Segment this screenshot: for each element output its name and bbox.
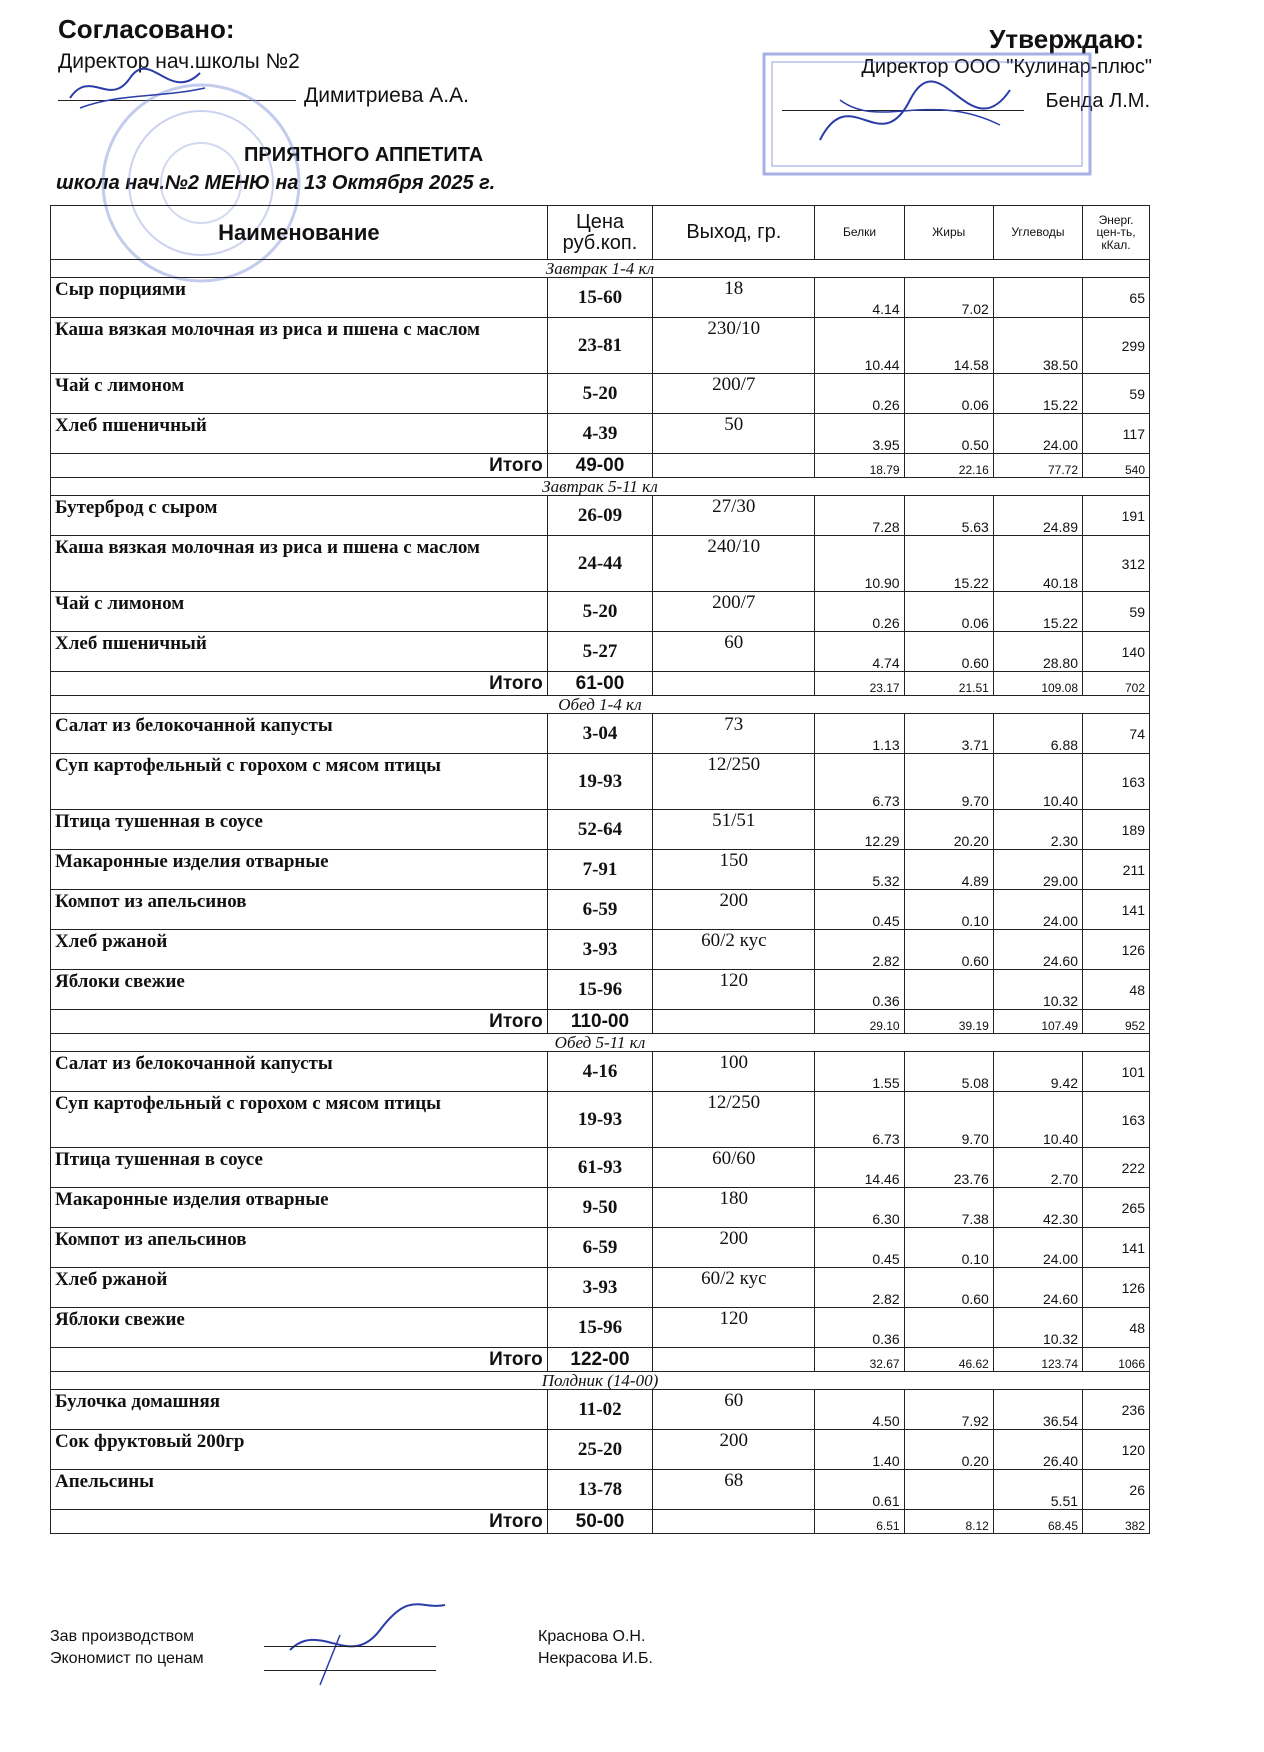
dish-carbs: 15.22 xyxy=(993,592,1082,632)
footer-name-economist: Некрасова И.Б. xyxy=(538,1650,653,1667)
dish-carbs: 24.00 xyxy=(993,414,1082,454)
dish-name: Яблоки свежие xyxy=(51,970,548,1010)
dish-carbs: 10.40 xyxy=(993,754,1082,810)
total-kcal: 702 xyxy=(1083,672,1150,696)
dish-yield: 120 xyxy=(653,970,815,1010)
table-row xyxy=(51,374,1150,414)
section-title: Завтрак 1-4 кл xyxy=(51,260,1150,278)
total-fat: 21.51 xyxy=(904,672,993,696)
dish-fat: 0.06 xyxy=(904,592,993,632)
dish-yield: 51/51 xyxy=(653,810,815,850)
col-fat-header: Жиры xyxy=(904,206,993,260)
col-protein-header: Белки xyxy=(815,206,904,260)
dish-price: 25-20 xyxy=(547,1430,652,1470)
dish-name: Компот из апельсинов xyxy=(51,890,548,930)
dish-fat: 0.10 xyxy=(904,1228,993,1268)
dish-kcal: 48 xyxy=(1083,1308,1150,1348)
dish-carbs: 2.70 xyxy=(993,1148,1082,1188)
table-row xyxy=(51,1148,1150,1188)
dish-kcal: 117 xyxy=(1083,414,1150,454)
footer-signature-line xyxy=(264,1670,436,1671)
total-row xyxy=(51,1510,1150,1534)
dish-fat: 0.60 xyxy=(904,930,993,970)
confirm-title: Утверждаю: xyxy=(989,24,1144,54)
dish-carbs: 38.50 xyxy=(993,318,1082,374)
dish-name: Яблоки свежие xyxy=(51,1308,548,1348)
dish-name: Хлеб ржаной xyxy=(51,1268,548,1308)
dish-protein: 0.36 xyxy=(815,970,904,1010)
menu-body xyxy=(51,260,1150,1534)
dish-carbs: 10.40 xyxy=(993,1092,1082,1148)
confirm-signature-line xyxy=(782,110,1024,111)
dish-carbs: 6.88 xyxy=(993,714,1082,754)
greeting: ПРИЯТНОГО АППЕТИТА xyxy=(244,144,484,166)
dish-price: 15-96 xyxy=(547,1308,652,1348)
dish-name: Макаронные изделия отварные xyxy=(51,1188,548,1228)
total-row xyxy=(51,1348,1150,1372)
dish-fat: 5.08 xyxy=(904,1052,993,1092)
total-price: 49-00 xyxy=(547,454,652,478)
table-row xyxy=(51,278,1150,318)
dish-fat: 0.10 xyxy=(904,890,993,930)
dish-yield: 120 xyxy=(653,1308,815,1348)
dish-fat: 0.60 xyxy=(904,632,993,672)
dish-protein: 1.40 xyxy=(815,1430,904,1470)
total-protein: 6.51 xyxy=(815,1510,904,1534)
total-carbs: 68.45 xyxy=(993,1510,1082,1534)
dish-name: Хлеб пшеничный xyxy=(51,632,548,672)
total-yield-empty xyxy=(653,1510,815,1534)
dish-protein: 7.28 xyxy=(815,496,904,536)
total-fat: 8.12 xyxy=(904,1510,993,1534)
dish-kcal: 163 xyxy=(1083,1092,1150,1148)
dish-fat: 14.58 xyxy=(904,318,993,374)
section-title: Полдник (14-00) xyxy=(51,1372,1150,1390)
table-row xyxy=(51,414,1150,454)
footer-role-economist: Экономист по ценам xyxy=(50,1650,204,1667)
dish-kcal: 163 xyxy=(1083,754,1150,810)
total-carbs: 107.49 xyxy=(993,1010,1082,1034)
dish-fat: 7.92 xyxy=(904,1390,993,1430)
dish-price: 13-78 xyxy=(547,1470,652,1510)
dish-price: 23-81 xyxy=(547,318,652,374)
dish-fat: 9.70 xyxy=(904,1092,993,1148)
total-protein: 32.67 xyxy=(815,1348,904,1372)
dish-protein: 10.44 xyxy=(815,318,904,374)
dish-fat xyxy=(904,970,993,1010)
dish-price: 15-96 xyxy=(547,970,652,1010)
dish-price: 4-39 xyxy=(547,414,652,454)
dish-carbs: 42.30 xyxy=(993,1188,1082,1228)
dish-yield: 50 xyxy=(653,414,815,454)
dish-fat: 20.20 xyxy=(904,810,993,850)
dish-protein: 2.82 xyxy=(815,930,904,970)
section-row xyxy=(51,696,1150,714)
dish-protein: 0.45 xyxy=(815,890,904,930)
approved-name: Димитриева А.А. xyxy=(304,84,469,107)
col-carbs-header: Углеводы xyxy=(993,206,1082,260)
total-label: Итого xyxy=(51,672,548,696)
table-header-row xyxy=(51,206,1150,260)
dish-price: 24-44 xyxy=(547,536,652,592)
total-kcal: 1066 xyxy=(1083,1348,1150,1372)
footer-signature-line xyxy=(264,1646,436,1647)
dish-fat: 7.02 xyxy=(904,278,993,318)
dish-fat xyxy=(904,1470,993,1510)
dish-price: 6-59 xyxy=(547,890,652,930)
dish-yield: 240/10 xyxy=(653,536,815,592)
dish-name: Каша вязкая молочная из риса и пшена с маслом xyxy=(51,536,548,592)
table-row xyxy=(51,890,1150,930)
dish-carbs: 24.60 xyxy=(993,930,1082,970)
dish-yield: 200 xyxy=(653,1228,815,1268)
dish-carbs: 10.32 xyxy=(993,970,1082,1010)
table-row xyxy=(51,970,1150,1010)
dish-kcal: 265 xyxy=(1083,1188,1150,1228)
dish-kcal: 141 xyxy=(1083,890,1150,930)
dish-yield: 27/30 xyxy=(653,496,815,536)
section-row xyxy=(51,1372,1150,1390)
dish-protein: 4.14 xyxy=(815,278,904,318)
dish-protein: 14.46 xyxy=(815,1148,904,1188)
dish-carbs: 24.00 xyxy=(993,1228,1082,1268)
dish-price: 3-93 xyxy=(547,930,652,970)
dish-fat: 5.63 xyxy=(904,496,993,536)
dish-price: 3-04 xyxy=(547,714,652,754)
total-label: Итого xyxy=(51,1510,548,1534)
total-label: Итого xyxy=(51,1010,548,1034)
total-price: 61-00 xyxy=(547,672,652,696)
dish-protein: 0.36 xyxy=(815,1308,904,1348)
dish-name: Булочка домашняя xyxy=(51,1390,548,1430)
dish-yield: 200 xyxy=(653,1430,815,1470)
dish-yield: 200/7 xyxy=(653,592,815,632)
dish-protein: 0.26 xyxy=(815,592,904,632)
dish-name: Бутерброд с сыром xyxy=(51,496,548,536)
table-row xyxy=(51,496,1150,536)
dish-fat: 0.20 xyxy=(904,1430,993,1470)
section-title: Обед 1-4 кл xyxy=(51,696,1150,714)
total-label: Итого xyxy=(51,454,548,478)
dish-protein: 10.90 xyxy=(815,536,904,592)
dish-name: Птица тушенная в соусе xyxy=(51,810,548,850)
dish-carbs: 9.42 xyxy=(993,1052,1082,1092)
menu-table xyxy=(50,205,1150,1534)
total-carbs: 77.72 xyxy=(993,454,1082,478)
dish-protein: 6.73 xyxy=(815,754,904,810)
col-yield-header: Выход, гр. xyxy=(653,206,815,260)
dish-yield: 230/10 xyxy=(653,318,815,374)
table-row xyxy=(51,632,1150,672)
col-price-header: Цена руб.коп. xyxy=(547,206,652,260)
table-row xyxy=(51,850,1150,890)
total-row xyxy=(51,1010,1150,1034)
dish-carbs: 24.00 xyxy=(993,890,1082,930)
dish-fat: 0.50 xyxy=(904,414,993,454)
dish-kcal: 189 xyxy=(1083,810,1150,850)
total-yield-empty xyxy=(653,1010,815,1034)
dish-name: Салат из белокочанной капусты xyxy=(51,714,548,754)
dish-name: Хлеб пшеничный xyxy=(51,414,548,454)
dish-protein: 0.26 xyxy=(815,374,904,414)
dish-name: Чай с лимоном xyxy=(51,592,548,632)
dish-fat: 0.60 xyxy=(904,1268,993,1308)
dish-kcal: 236 xyxy=(1083,1390,1150,1430)
dish-protein: 6.30 xyxy=(815,1188,904,1228)
dish-price: 19-93 xyxy=(547,754,652,810)
approved-title: Согласовано: xyxy=(58,14,235,44)
dish-name: Компот из апельсинов xyxy=(51,1228,548,1268)
section-title: Завтрак 5-11 кл xyxy=(51,478,1150,496)
table-row xyxy=(51,1390,1150,1430)
table-row xyxy=(51,1308,1150,1348)
dish-price: 19-93 xyxy=(547,1092,652,1148)
total-price: 50-00 xyxy=(547,1510,652,1534)
dish-fat: 23.76 xyxy=(904,1148,993,1188)
dish-carbs: 29.00 xyxy=(993,850,1082,890)
dish-kcal: 74 xyxy=(1083,714,1150,754)
dish-protein: 1.13 xyxy=(815,714,904,754)
total-protein: 18.79 xyxy=(815,454,904,478)
dish-protein: 4.50 xyxy=(815,1390,904,1430)
section-row xyxy=(51,478,1150,496)
total-fat: 46.62 xyxy=(904,1348,993,1372)
total-yield-empty xyxy=(653,1348,815,1372)
dish-name: Птица тушенная в соусе xyxy=(51,1148,548,1188)
dish-yield: 60/60 xyxy=(653,1148,815,1188)
dish-price: 7-91 xyxy=(547,850,652,890)
dish-protein: 0.45 xyxy=(815,1228,904,1268)
table-row xyxy=(51,1052,1150,1092)
total-fat: 39.19 xyxy=(904,1010,993,1034)
confirm-position: Директор ООО "Кулинар-плюс" xyxy=(861,56,1152,78)
dish-carbs xyxy=(993,278,1082,318)
dish-yield: 200 xyxy=(653,890,815,930)
dish-price: 11-02 xyxy=(547,1390,652,1430)
col-energy-header: Энерг. цен-ть, кКал. xyxy=(1083,206,1150,260)
dish-name: Хлеб ржаной xyxy=(51,930,548,970)
dish-kcal: 222 xyxy=(1083,1148,1150,1188)
dish-kcal: 26 xyxy=(1083,1470,1150,1510)
dish-kcal: 141 xyxy=(1083,1228,1150,1268)
dish-kcal: 59 xyxy=(1083,592,1150,632)
dish-price: 61-93 xyxy=(547,1148,652,1188)
dish-carbs: 10.32 xyxy=(993,1308,1082,1348)
table-row xyxy=(51,1430,1150,1470)
total-carbs: 109.08 xyxy=(993,672,1082,696)
dish-yield: 150 xyxy=(653,850,815,890)
dish-price: 4-16 xyxy=(547,1052,652,1092)
dish-kcal: 312 xyxy=(1083,536,1150,592)
dish-price: 5-20 xyxy=(547,592,652,632)
approved-position: Директор нач.школы №2 xyxy=(58,50,300,73)
dish-carbs: 2.30 xyxy=(993,810,1082,850)
dish-kcal: 48 xyxy=(1083,970,1150,1010)
dish-fat: 9.70 xyxy=(904,754,993,810)
signature-footer-icon xyxy=(280,1600,450,1690)
dish-protein: 5.32 xyxy=(815,850,904,890)
dish-price: 26-09 xyxy=(547,496,652,536)
table-row xyxy=(51,1092,1150,1148)
total-protein: 23.17 xyxy=(815,672,904,696)
dish-price: 6-59 xyxy=(547,1228,652,1268)
dish-kcal: 191 xyxy=(1083,496,1150,536)
table-row xyxy=(51,754,1150,810)
dish-price: 3-93 xyxy=(547,1268,652,1308)
dish-yield: 180 xyxy=(653,1188,815,1228)
dish-carbs: 5.51 xyxy=(993,1470,1082,1510)
dish-name: Макаронные изделия отварные xyxy=(51,850,548,890)
dish-price: 9-50 xyxy=(547,1188,652,1228)
table-row xyxy=(51,930,1150,970)
dish-kcal: 126 xyxy=(1083,1268,1150,1308)
section-row xyxy=(51,260,1150,278)
approved-signature-line xyxy=(58,100,296,101)
total-protein: 29.10 xyxy=(815,1010,904,1034)
dish-carbs: 26.40 xyxy=(993,1430,1082,1470)
dish-protein: 4.74 xyxy=(815,632,904,672)
footer-role-production: Зав производством xyxy=(50,1628,194,1645)
dish-yield: 60 xyxy=(653,632,815,672)
dish-carbs: 24.60 xyxy=(993,1268,1082,1308)
dish-protein: 1.55 xyxy=(815,1052,904,1092)
dish-carbs: 36.54 xyxy=(993,1390,1082,1430)
dish-yield: 68 xyxy=(653,1470,815,1510)
confirm-name: Бенда Л.М. xyxy=(1045,90,1150,112)
dish-price: 5-20 xyxy=(547,374,652,414)
dish-kcal: 101 xyxy=(1083,1052,1150,1092)
dish-price: 15-60 xyxy=(547,278,652,318)
dish-kcal: 126 xyxy=(1083,930,1150,970)
dish-fat: 15.22 xyxy=(904,536,993,592)
dish-protein: 6.73 xyxy=(815,1092,904,1148)
menu-title: школа нач.№2 МЕНЮ на 13 Октября 2025 г. xyxy=(56,172,496,194)
dish-price: 5-27 xyxy=(547,632,652,672)
dish-fat: 7.38 xyxy=(904,1188,993,1228)
dish-name: Апельсины xyxy=(51,1470,548,1510)
dish-fat: 4.89 xyxy=(904,850,993,890)
dish-kcal: 59 xyxy=(1083,374,1150,414)
total-kcal: 540 xyxy=(1083,454,1150,478)
total-price: 122-00 xyxy=(547,1348,652,1372)
table-row xyxy=(51,714,1150,754)
table-row xyxy=(51,1228,1150,1268)
dish-yield: 18 xyxy=(653,278,815,318)
dish-name: Чай с лимоном xyxy=(51,374,548,414)
table-row xyxy=(51,1188,1150,1228)
dish-kcal: 211 xyxy=(1083,850,1150,890)
dish-fat xyxy=(904,1308,993,1348)
table-row xyxy=(51,318,1150,374)
dish-yield: 100 xyxy=(653,1052,815,1092)
table-row xyxy=(51,592,1150,632)
total-row xyxy=(51,672,1150,696)
total-row xyxy=(51,454,1150,478)
col-name-header: Наименование xyxy=(51,206,548,260)
total-label: Итого xyxy=(51,1348,548,1372)
total-carbs: 123.74 xyxy=(993,1348,1082,1372)
dish-name: Суп картофельный с горохом с мясом птицы xyxy=(51,754,548,810)
dish-name: Сок фруктовый 200гр xyxy=(51,1430,548,1470)
dish-name: Сыр порциями xyxy=(51,278,548,318)
dish-kcal: 140 xyxy=(1083,632,1150,672)
total-kcal: 952 xyxy=(1083,1010,1150,1034)
dish-yield: 12/250 xyxy=(653,754,815,810)
dish-price: 52-64 xyxy=(547,810,652,850)
dish-name: Каша вязкая молочная из риса и пшена с маслом xyxy=(51,318,548,374)
table-row xyxy=(51,1268,1150,1308)
dish-protein: 2.82 xyxy=(815,1268,904,1308)
total-price: 110-00 xyxy=(547,1010,652,1034)
total-yield-empty xyxy=(653,454,815,478)
section-row xyxy=(51,1034,1150,1052)
total-fat: 22.16 xyxy=(904,454,993,478)
dish-fat: 3.71 xyxy=(904,714,993,754)
dish-yield: 60 xyxy=(653,1390,815,1430)
dish-protein: 3.95 xyxy=(815,414,904,454)
dish-yield: 60/2 кус xyxy=(653,930,815,970)
dish-yield: 73 xyxy=(653,714,815,754)
footer-name-production: Краснова О.Н. xyxy=(538,1628,646,1645)
section-title: Обед 5-11 кл xyxy=(51,1034,1150,1052)
table-row xyxy=(51,1470,1150,1510)
dish-yield: 12/250 xyxy=(653,1092,815,1148)
dish-name: Суп картофельный с горохом с мясом птицы xyxy=(51,1092,548,1148)
dish-protein: 0.61 xyxy=(815,1470,904,1510)
dish-kcal: 65 xyxy=(1083,278,1150,318)
total-yield-empty xyxy=(653,672,815,696)
dish-fat: 0.06 xyxy=(904,374,993,414)
dish-protein: 12.29 xyxy=(815,810,904,850)
dish-yield: 200/7 xyxy=(653,374,815,414)
table-row xyxy=(51,810,1150,850)
dish-kcal: 299 xyxy=(1083,318,1150,374)
dish-carbs: 40.18 xyxy=(993,536,1082,592)
table-row xyxy=(51,536,1150,592)
dish-name: Салат из белокочанной капусты xyxy=(51,1052,548,1092)
dish-carbs: 15.22 xyxy=(993,374,1082,414)
dish-kcal: 120 xyxy=(1083,1430,1150,1470)
signature-right-icon xyxy=(800,70,1030,170)
dish-carbs: 28.80 xyxy=(993,632,1082,672)
dish-carbs: 24.89 xyxy=(993,496,1082,536)
dish-yield: 60/2 кус xyxy=(653,1268,815,1308)
total-kcal: 382 xyxy=(1083,1510,1150,1534)
